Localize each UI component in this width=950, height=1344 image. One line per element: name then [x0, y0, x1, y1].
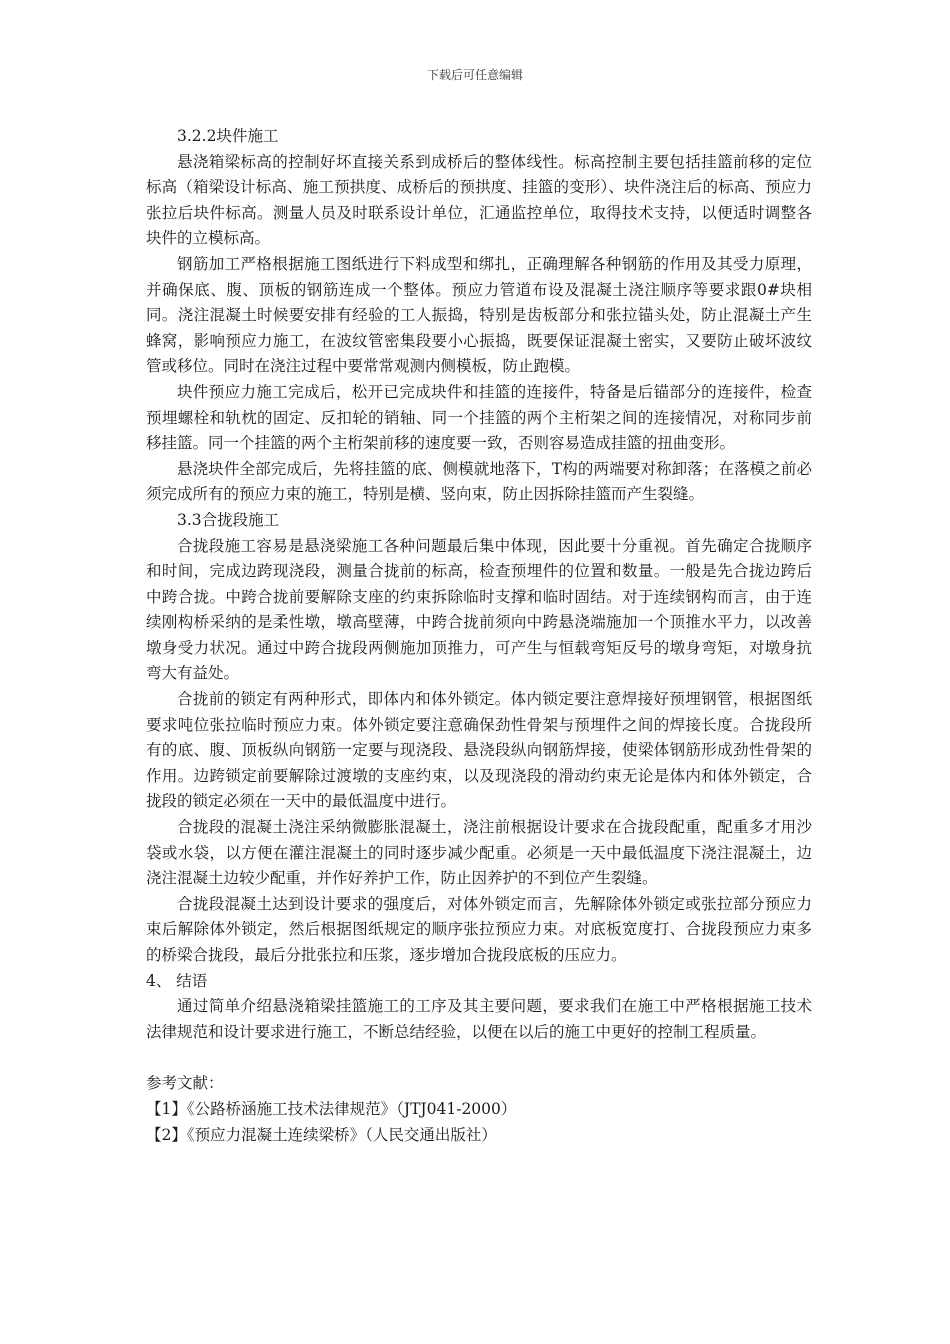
- section-heading-3-2-2: 3.2.2块件施工: [177, 127, 279, 145]
- paragraph: 合拢段施工容易是悬浇梁施工各种问题最后集中体现，因此要十分重视。首先确定合拢顺序和时间，完成边跨现浇段，测量合拢前的标高，检查预埋件的位置和数量。一般是先合拢边跨后中跨合拢。中跨合拢前要解除支座的约束拆除临时支撑和临时固结。对于连续钢构而言，由于连续刚构桥采纳的是柔性墩，墩高壁薄，中跨合拢前须向中跨悬浇端施加一个顶推水平力，以改善墩身受力状况。通过中跨合拢段两侧施加顶推力，可产生与恒载弯矩反号的墩身弯矩，对墩身抗弯大有益处。: [146, 536, 812, 683]
- paragraph: 块件预应力施工完成后，松开已完成块件和挂篮的连接件，特备是后锚部分的连接件，检查预埋螺栓和轨枕的固定、反扣轮的销轴、同一个挂篮的两个主桁架之间的连接情况，对称同步前移挂篮。同一个挂篮的两个主桁架前移的速度要一致，否则容易造成挂篮的扭曲变形。: [146, 382, 812, 453]
- paragraph: 合拢段的混凝土浇注采纳微膨胀混凝土，浇注前根据设计要求在合拢段配重，配重多才用沙袋或水袋，以方便在灌注混凝土的同时逐步减少配重。必须是一天中最低温度下浇注混凝土，边浇注混凝土边较少配重，并作好养护工作，防止因养护的不到位产生裂缝。: [146, 818, 812, 888]
- references-title: 参考文献：: [146, 1074, 224, 1093]
- paragraph: 合拢段混凝土达到设计要求的强度后，对体外锁定而言，先解除体外锁定或张拉部分预应力束后解除体外锁定，然后根据图纸规定的顺序张拉预应力束。对底板宽度打、合拢段预应力束多的桥梁合拢段，最后分批张拉和压浆，逐步增加合拢段底板的压应力。: [146, 894, 812, 964]
- section-heading-4: 4、 结语: [146, 971, 208, 990]
- paragraph: 合拢前的锁定有两种形式，即体内和体外锁定。体内锁定要注意焊接好预埋钢管，根据图纸要求吨位张拉临时预应力束。体外锁定要注意确保劲性骨架与预埋件之间的焊接长度。合拢段所有的底、腹、顶板纵向钢筋一定要与现浇段、悬浇段纵向钢筋焊接，使梁体钢筋形成劲性骨架的作用。边跨锁定前要解除过渡墩的支座约束，以及现浇段的滑动约束无论是体内和体外锁定，合拢段的锁定必须在一天中的最低温度中进行。: [146, 690, 812, 811]
- page-header: 下载后可任意编辑: [426, 68, 523, 82]
- document-body: [146, 124, 812, 1148]
- reference-item: 【2】《预应力混凝土连续梁桥》（人民交通出版社）: [146, 1125, 497, 1144]
- section-heading-3-3: 3.3合拢段施工: [177, 510, 280, 529]
- paragraph: 钢筋加工严格根据施工图纸进行下料成型和绑扎，正确理解各种钢筋的作用及其受力原理，并确保底、腹、顶板的钢筋连成一个整体。预应力管道布设及混凝土浇注顺序等要求跟0#块相同。浇注混凝土时候要安排有经验的工人振捣，特别是齿板部分和张拉锚头处，防止混凝土产生蜂窝，影响预应力施工，在波纹管密集段要小心振捣，既要保证混凝土密实，又要防止破坏波纹管或移位。同时在浇注过程中要常常观测内侧模板，防止跑模。: [146, 254, 812, 376]
- paragraph: 悬浇箱梁标高的控制好坏直接关系到成桥后的整体线性。标高控制主要包括挂篮前移的定位标高（箱梁设计标高、施工预拱度、成桥后的预拱度、挂篮的变形）、块件浇注后的标高、预应力张拉后块件标高。测量人员及时联系设计单位，汇通监控单位，取得技术支持，以便适时调整各块件的立模标高。: [146, 152, 812, 248]
- paragraph: 悬浇块件全部完成后，先将挂篮的底、侧模就地落下，T构的两端要对称卸落；在落模之前必须完成所有的预应力束的施工，特别是横、竖向束，防止因拆除挂篮而产生裂缝。: [146, 459, 812, 504]
- paragraph: 通过简单介绍悬浇箱梁挂篮施工的工序及其主要问题，要求我们在施工中严格根据施工技术法律规范和设计要求进行施工，不断总结经验，以便在以后的施工中更好的控制工程质量。: [146, 997, 812, 1041]
- reference-item: 【1】《公路桥涵施工技术法律规范》（JTJ041-2000）: [146, 1099, 517, 1118]
